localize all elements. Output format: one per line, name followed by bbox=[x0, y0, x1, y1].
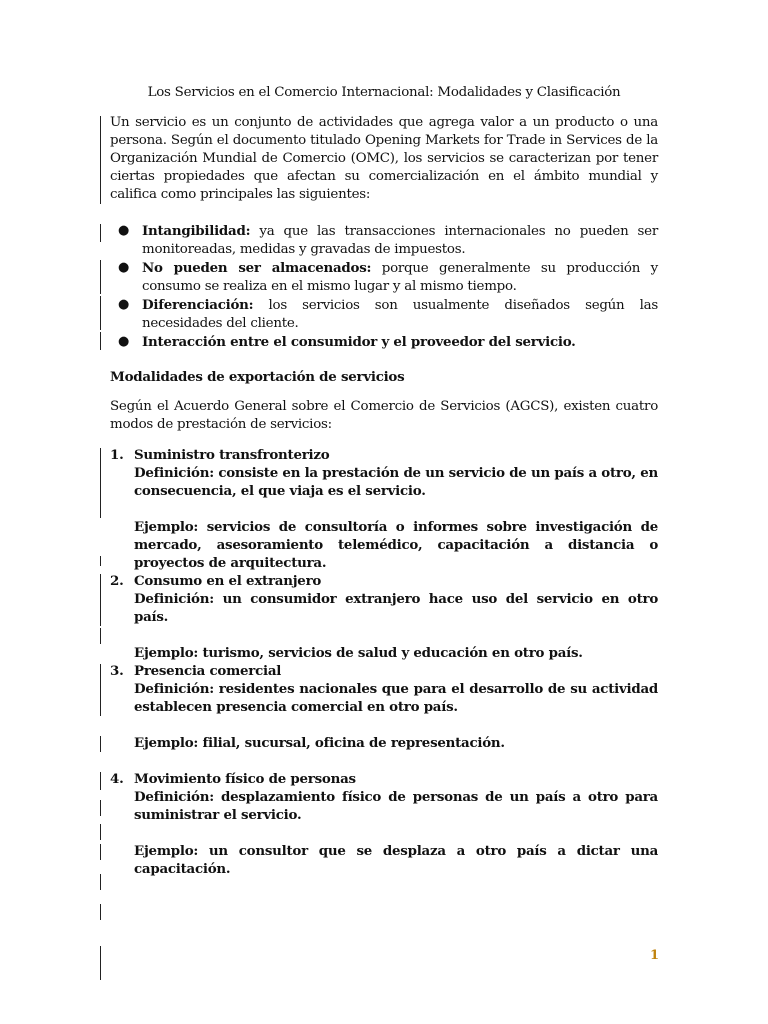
change-bar bbox=[100, 574, 101, 626]
bullet-icon: ● bbox=[118, 297, 130, 312]
bullet-term: Diferenciación: bbox=[142, 297, 254, 313]
bullet-text: porque generalmente su producción y consumo se realiza en el mismo lugar y al mismo tiempo. bbox=[142, 261, 658, 294]
mode-item bbox=[110, 446, 658, 572]
bullet-icon: ● bbox=[118, 334, 130, 349]
mode-item bbox=[110, 770, 658, 878]
change-bar bbox=[100, 260, 101, 294]
mode-definition: Definición: un consumidor extranjero hace uso del servicio en otro país. bbox=[134, 591, 658, 625]
mode-example: Ejemplo: turismo, servicios de salud y educación en otro país. bbox=[134, 645, 583, 661]
change-bar bbox=[100, 556, 101, 566]
change-bar bbox=[100, 800, 101, 816]
section-heading: Modalidades de exportación de servicios bbox=[110, 369, 405, 385]
bullet-term: Intangibilidad: bbox=[142, 223, 251, 239]
mode-definition: Definición: residentes nacionales que para el desarrollo de su actividad establecen presencia comercial en otro país. bbox=[134, 681, 658, 715]
mode-title: Movimiento físico de personas bbox=[134, 771, 356, 787]
change-bar bbox=[100, 772, 101, 790]
mode-title: Suministro transfronterizo bbox=[134, 447, 330, 463]
change-bar bbox=[100, 116, 101, 204]
change-bar bbox=[100, 296, 101, 330]
bullet-text: ya que las transacciones internacionales no pueden ser monitoreadas, medidas y gravadas de impuestos. bbox=[142, 224, 658, 257]
mode-number: 3. bbox=[110, 663, 124, 679]
mode-definition: Definición: desplazamiento físico de personas de un país a otro para suministrar el servicio. bbox=[134, 789, 658, 823]
change-bar bbox=[100, 874, 101, 890]
mode-item bbox=[110, 662, 658, 752]
change-bar bbox=[100, 904, 101, 920]
mode-definition: Definición: consiste en la prestación de un servicio de un país a otro, en consecuencia, el que viaja es el servicio. bbox=[134, 465, 658, 499]
mode-number: 1. bbox=[110, 447, 124, 463]
mode-number: 2. bbox=[110, 573, 124, 589]
change-bar bbox=[100, 628, 101, 644]
change-bar bbox=[100, 824, 101, 840]
bullet-term: No pueden ser almacenados: bbox=[142, 260, 372, 276]
change-bar bbox=[100, 448, 101, 518]
change-bar bbox=[100, 664, 101, 716]
mode-item bbox=[110, 572, 658, 662]
list-item bbox=[110, 222, 658, 259]
mode-title: Consumo en el extranjero bbox=[134, 573, 322, 589]
page-number: 1 bbox=[650, 948, 660, 963]
mode-example: Ejemplo: filial, sucursal, oficina de representación. bbox=[134, 735, 505, 751]
bullet-icon: ● bbox=[118, 223, 130, 238]
mode-number: 4. bbox=[110, 771, 124, 787]
change-bar bbox=[100, 736, 101, 752]
bullet-text: los servicios son usualmente diseñados según las necesidades del cliente. bbox=[142, 298, 658, 331]
bullet-term: Interacción entre el consumidor y el proveedor del servicio. bbox=[142, 334, 576, 350]
list-item bbox=[110, 333, 658, 352]
mode-example: Ejemplo: un consultor que se desplaza a otro país a dictar una capacitación. bbox=[134, 843, 658, 877]
change-bar bbox=[100, 946, 101, 980]
list-item bbox=[110, 296, 658, 333]
mode-example: Ejemplo: servicios de consultoría o informes sobre investigación de mercado, asesoramiento telemédico, capacitación a distancia o proyectos de arquitectura. bbox=[134, 519, 658, 571]
bullet-icon: ● bbox=[118, 260, 130, 275]
change-bar bbox=[100, 844, 101, 860]
change-bar bbox=[100, 224, 101, 242]
document-title: Los Servicios en el Comercio Internacional: Modalidades y Clasificación bbox=[147, 85, 621, 100]
properties-list bbox=[110, 222, 658, 352]
agcs-paragraph: Según el Acuerdo General sobre el Comercio de Servicios (AGCS), existen cuatro modos de prestación de servicios: bbox=[110, 399, 658, 432]
change-bar bbox=[100, 332, 101, 350]
intro-paragraph: Un servicio es un conjunto de actividades que agrega valor a un producto o una persona. Según el documento titulado Opening Markets for Trade in Services de la Organización Mundial de Comercio (OMC), los servicios se caracterizan por tener ciertas propiedades que afectan su comercialización en el ámbito mundial y califica como principales las siguientes: bbox=[110, 115, 658, 202]
list-item bbox=[110, 259, 658, 296]
mode-title: Presencia comercial bbox=[134, 663, 282, 679]
